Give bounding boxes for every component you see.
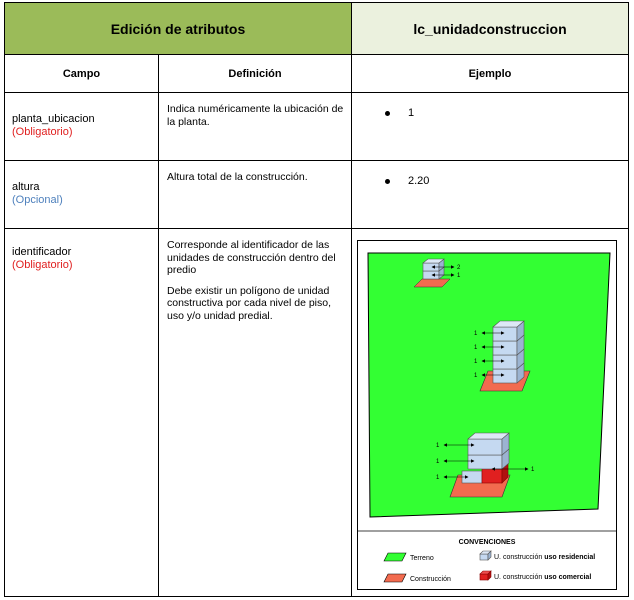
legend-u-const: U. construcción	[494, 574, 545, 581]
mid-label: 1	[474, 345, 478, 351]
table-row-field	[5, 229, 159, 596]
field-status: (Obligatorio)	[12, 126, 73, 138]
definition-text	[167, 239, 345, 330]
legend-terrain-swatch	[384, 553, 406, 561]
legend-commercial: uso comercial	[544, 574, 592, 581]
table-row-field	[5, 161, 159, 229]
legend-residential-swatch	[480, 551, 491, 560]
header-table-name: lc_unidadconstruccion	[352, 3, 628, 55]
column-header-ejemplo: Ejemplo	[352, 55, 628, 93]
column-header-campo: Campo	[5, 55, 159, 93]
definition-paragraph: Corresponde al identificador de las unidades de construcción dentro del predio	[167, 239, 336, 276]
table-row-example	[352, 161, 628, 229]
legend-commercial-swatch	[480, 571, 491, 580]
bot-label: 1	[436, 443, 440, 449]
field-status: (Opcional)	[12, 194, 63, 206]
table-row-definition	[159, 93, 352, 161]
definition-paragraph: Debe existir un polígono de unidad constructiva por cada nivel de piso, uso y/o unidad predial.	[167, 284, 332, 322]
field-name: planta_ubicacion	[12, 113, 95, 125]
header-title: Edición de atributos	[5, 3, 352, 55]
attribute-table	[4, 2, 629, 597]
bot-label: 1	[436, 475, 440, 481]
field-status: (Obligatorio)	[12, 259, 73, 271]
top-label-1: 1	[457, 273, 461, 279]
legend-construction-swatch	[384, 574, 406, 582]
table-row-example	[352, 229, 628, 596]
definition-text: Altura total de la construcción.	[167, 171, 308, 183]
example-diagram	[357, 240, 617, 590]
construction-diagram	[358, 241, 616, 589]
mid-label: 1	[474, 331, 478, 337]
table-row-example	[352, 93, 628, 161]
table-row-definition	[159, 229, 352, 596]
legend	[384, 539, 595, 583]
svg-text:U. construcción uso residencia	[494, 554, 595, 561]
bot-label: 1	[436, 459, 440, 465]
mid-label: 1	[474, 373, 478, 379]
field-name: altura	[12, 181, 40, 193]
mid-label: 1	[474, 359, 478, 365]
field-name: identificador	[12, 246, 72, 258]
bot-label: 1	[531, 467, 535, 473]
example-value: 2.20	[408, 175, 430, 187]
definition-text: Indica numéricamente la ubicación de la planta.	[167, 103, 344, 128]
legend-construction: Construcción	[410, 576, 451, 583]
table-row-definition	[159, 161, 352, 229]
top-label-2: 2	[457, 265, 461, 271]
legend-title: CONVENCIONES	[458, 539, 516, 546]
example-value: 1	[408, 107, 415, 119]
legend-residential: uso residencial	[544, 554, 596, 561]
column-header-definicion: Definición	[159, 55, 352, 93]
table-row-field	[5, 93, 159, 161]
legend-u-const: U. construcción	[494, 554, 545, 561]
legend-terrain: Terreno	[410, 555, 434, 562]
svg-text:U. construcción uso comercial	[494, 574, 591, 581]
